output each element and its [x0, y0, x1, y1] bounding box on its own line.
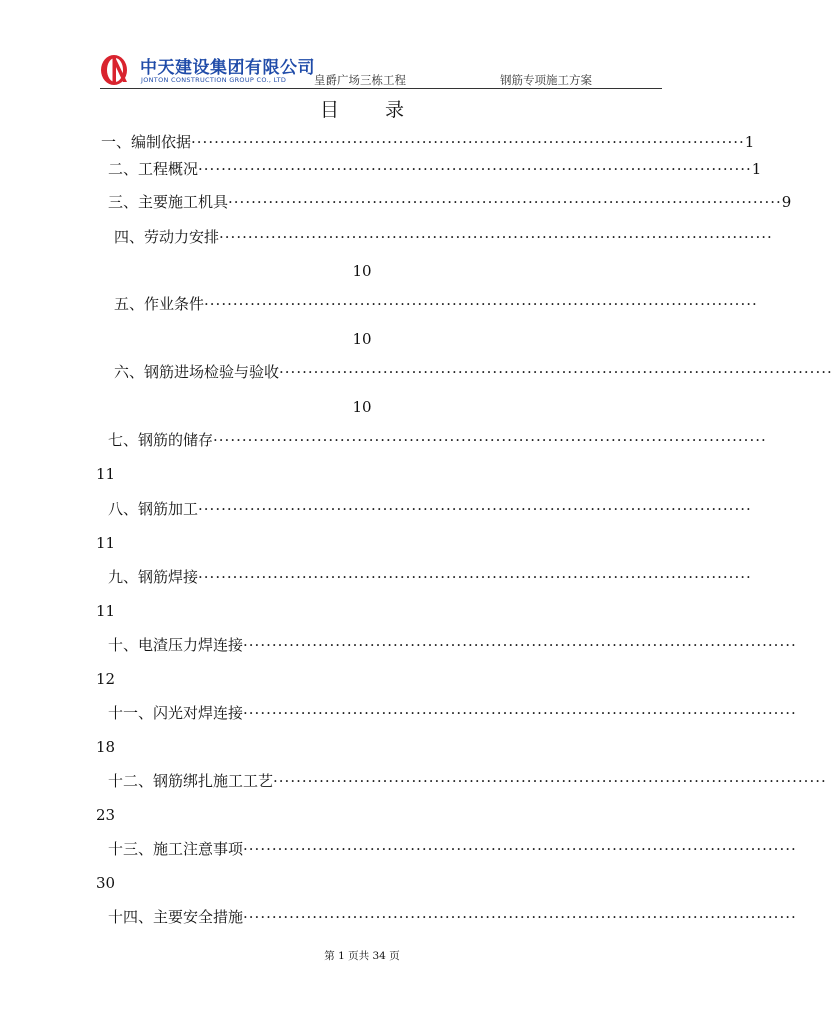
toc-leader-dots: ································································································: [243, 840, 797, 858]
toc-leader-dots: ································································································: [243, 636, 797, 654]
page-footer: 第 1 页共 34 页: [324, 950, 400, 962]
toc-item[interactable]: [101, 131, 755, 153]
toc-item[interactable]: [108, 498, 752, 520]
toc-item-page: 12: [96, 670, 116, 688]
document-type: 钢筋专项施工方案: [500, 73, 592, 87]
toc-leader-dots: ································································································: [279, 363, 833, 381]
toc-item-label: 三、主要施工机具: [108, 193, 229, 211]
toc-item-page: 10: [352, 398, 372, 416]
toc-item-label: 七、钢筋的储存: [108, 431, 214, 449]
toc-item-page: 11: [96, 534, 116, 552]
toc-leader-dots: ································································································: [198, 160, 752, 178]
toc-item[interactable]: [108, 906, 797, 928]
toc-item-page: 18: [96, 738, 116, 756]
company-logo-icon: [100, 52, 144, 88]
toc-item-page: 10: [352, 262, 372, 280]
toc-leader-dots: ································································································: [198, 500, 752, 518]
toc-leader-dots: ································································································: [243, 908, 797, 926]
toc-leader-dots: ································································································: [213, 431, 767, 449]
toc-item-label: 六、钢筋进场检验与验收: [114, 363, 280, 381]
toc-item-label: 八、钢筋加工: [108, 500, 199, 518]
toc-leader-dots: ································································································: [191, 133, 745, 151]
toc-item[interactable]: [114, 361, 833, 383]
toc-item[interactable]: [108, 634, 797, 656]
toc-item-page: 11: [96, 465, 116, 483]
toc-leader-dots: ································································································: [204, 295, 758, 313]
toc-item[interactable]: [108, 158, 762, 180]
toc-item-label: 九、钢筋焊接: [108, 568, 199, 586]
toc-item-label: 十一、闪光对焊连接: [108, 704, 244, 722]
toc-item-label: 五、作业条件: [114, 295, 205, 313]
toc-leader-dots: ································································································: [228, 193, 782, 211]
toc-item-label: 二、工程概况: [108, 160, 199, 178]
toc-item[interactable]: [108, 702, 797, 724]
toc-item[interactable]: [108, 770, 827, 792]
toc-item-page: 9: [781, 193, 792, 211]
toc-item-page: 1: [744, 133, 755, 151]
company-name-cn: 中天建设集团有限公司: [140, 58, 315, 78]
toc-item[interactable]: [108, 191, 792, 213]
toc-leader-dots: ································································································: [273, 772, 827, 790]
project-name: 皇爵广场三栋工程: [314, 73, 406, 87]
toc-title: 目 录: [319, 99, 425, 121]
toc-item[interactable]: [108, 429, 767, 451]
toc-item-label: 四、劳动力安排: [114, 228, 220, 246]
toc-item-label: 十二、钢筋绑扎施工工艺: [108, 772, 274, 790]
toc-item[interactable]: [108, 838, 797, 860]
company-name-en: JONTON CONSTRUCTION GROUP CO., LTD: [141, 76, 287, 84]
toc-item-page: 10: [352, 330, 372, 348]
page-header: [100, 52, 662, 90]
toc-item-page: 23: [96, 806, 116, 824]
toc-item[interactable]: [108, 566, 752, 588]
toc-item-label: 一、编制依据: [101, 133, 192, 151]
toc-leader-dots: ································································································: [243, 704, 797, 722]
toc-item-page: 30: [96, 874, 116, 892]
toc-item[interactable]: [114, 293, 758, 315]
header-divider: [100, 88, 662, 89]
toc-item[interactable]: [114, 226, 773, 248]
toc-item-label: 十、电渣压力焊连接: [108, 636, 244, 654]
toc-item-page: 11: [96, 602, 116, 620]
toc-item-label: 十四、主要安全措施: [108, 908, 244, 926]
toc-leader-dots: ································································································: [219, 228, 773, 246]
toc-item-label: 十三、施工注意事项: [108, 840, 244, 858]
toc-item-page: 1: [751, 160, 762, 178]
toc-leader-dots: ································································································: [198, 568, 752, 586]
